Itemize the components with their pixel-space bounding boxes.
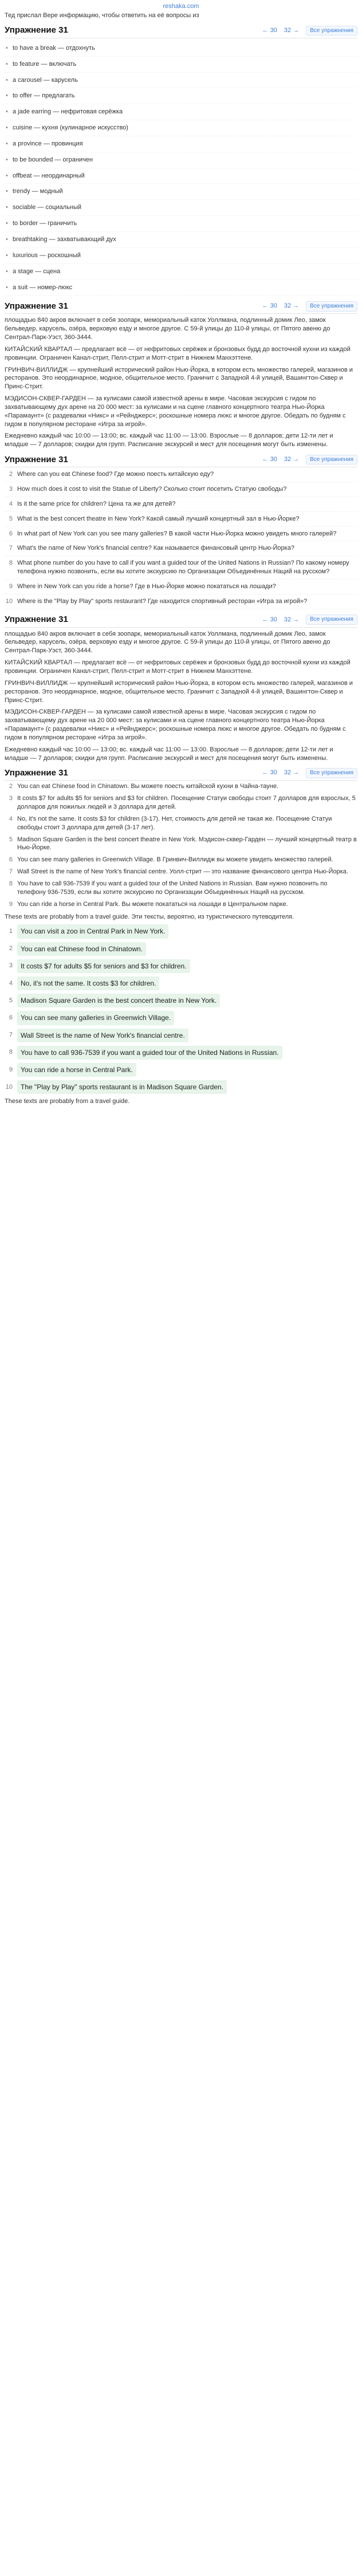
- highlight-item: 2 You can eat Chinese food in Chinatown.: [5, 942, 357, 956]
- prev-exercise-link[interactable]: ← 30: [262, 456, 277, 463]
- prev-exercise-link[interactable]: ← 30: [262, 302, 277, 310]
- answer-item: 9 You can ride a horse in Central Park. Вы можете покататься на лошади в Центральном парке.: [9, 900, 288, 908]
- paragraph: ГРИНВИЧ-ВИЛЛИДЖ — крупнейший исторический район Нью-Йорка, в котором есть множество галерей, магазинов и ресторанов. Это неординарное, модное, общительное место. Граничит с Западной 4-й улицей, Вашингтон-Сквер и Принс-Стрит.: [5, 679, 353, 704]
- exercise-nav: [262, 301, 357, 312]
- vocab-item: • a jade earring — нефритовая серёжка: [5, 104, 357, 120]
- vocab-item: • offbeat — неординарный: [5, 168, 357, 184]
- highlight-item: 8 You have to call 936-7539 if you want a guided tour of the United Nations in Russian.: [5, 1046, 357, 1059]
- exercise-title: Упражнение 31: [5, 301, 68, 311]
- answer-item: 7 Wall Street is the name of New York's financial centre. Уолл-стрит — это название финансового центра Нью-Йорка.: [9, 868, 348, 876]
- vocab-item: • cuisine — кухня (кулинарное искусство): [5, 120, 357, 136]
- highlight-item: 5 Madison Square Garden is the best concert theatre in New York.: [5, 994, 357, 1007]
- question-item: 8 What phone number do you have to call if you want a guided tour of the United Nations in Russian? По какому номеру телефона нужно позвонить, если вы хотите экскурсию по Организации Объединённых Наций на русском?: [5, 556, 357, 580]
- question-item: 4 Is it the same price for children? Цена та же для детей?: [5, 497, 357, 512]
- answer-item: 5 Madison Square Garden is the best concert theatre in New York. Мэдисон-сквер-Гарден — лучший концертный театр в Нью-Йорке.: [9, 836, 357, 852]
- next-exercise-link[interactable]: 32 →: [284, 456, 300, 463]
- highlight-item: 6 You can see many galleries in Greenwich Village.: [5, 1011, 357, 1025]
- vocab-item: • breathtaking — захватывающий дух: [5, 232, 357, 248]
- paragraph: МЭДИСОН-СКВЕР-ГАРДЕН — за кулисами самой известной арены в мире. Часовая экскурсия с гидом по захватывающему дух арене на 20 000 мест: за кулисами и на сцене главного концертного театра Нью-Йорка «Парамаунт» (с раздевалки «Никс» и «Рейнджерс»; роскошные номера люкс и многое другое. Обедать по будням с гидом в популярном ресторане «Игра за игрой».: [5, 708, 346, 741]
- exercise-title: Упражнение 31: [5, 25, 68, 36]
- all-exercises-button[interactable]: Все упражнения: [306, 26, 357, 36]
- exercise-header: [5, 299, 357, 314]
- next-exercise-link[interactable]: 32 →: [284, 616, 300, 623]
- paragraph: Ежедневно каждый час 10:00 — 13:00; вс. каждый час 11:00 — 13:00. Взрослые — 8 долларов; дети 12-ти лет и младше — 7 долларов; скидки для групп. Расписание экскурсий и мест для посещения могут быть изменены.: [5, 432, 333, 448]
- vocab-item: • a carousel — карусель: [5, 73, 357, 89]
- vocab-item: • a province — провинция: [5, 136, 357, 152]
- question-item: 3 How much does it cost to visit the Statue of Liberty? Сколько стоит посетить Статую свободы?: [5, 482, 357, 497]
- texts-note: These texts are probably from a travel guide. Эти тексты, вероятно, из туристического путеводителя.: [5, 913, 294, 920]
- intro-text: Тед прислал Вере информацию, чтобы ответить на её вопросы из: [5, 12, 199, 19]
- vocab-item: • to have a break — отдохнуть: [5, 41, 357, 57]
- paragraph: Ежедневно каждый час 10:00 — 13:00; вс. каждый час 11:00 — 13:00. Взрослые — 8 долларов; дети 12-ти лет и младше — 7 долларов; скидки для групп. Расписание экскурсий и мест для посещения могут быть изменены.: [5, 746, 333, 762]
- highlight-item: 7 Wall Street is the name of New York's financial centre.: [5, 1029, 357, 1042]
- question-item: 7 What's the name of New York's financial centre? Как называется финансовый центр Нью-Йорка?: [5, 541, 357, 556]
- vocab-item: • trendy — модный: [5, 184, 357, 200]
- answer-item: 8 You have to call 936-7539 if you want a guided tour of the United Nations in Russian. Вам нужно позвонить по телефону 936-7539, если вы хотите экскурсию по Организации Объединённых Наций на русском.: [9, 880, 328, 896]
- all-exercises-button[interactable]: Все упражнения: [306, 615, 357, 625]
- next-exercise-link[interactable]: 32 →: [284, 26, 300, 34]
- vocab-item: • a suit — номер-люкс: [5, 280, 357, 296]
- all-exercises-button[interactable]: Все упражнения: [306, 301, 357, 312]
- next-exercise-link[interactable]: 32 →: [284, 302, 300, 310]
- exercise-header: [5, 452, 357, 467]
- vocab-item: • to feature — включать: [5, 57, 357, 73]
- question-item: 5 What is the best concert theatre in New York? Какой самый лучший концертный зал в Нью-Йорке?: [5, 512, 357, 527]
- question-item: 9 Where in New York can you ride a horse? Где в Нью-Йорке можно покататься на лошади?: [5, 580, 357, 594]
- answer-item: 3 It costs $7 for adults $5 for seniors and $3 for children. Посещение Статуи свободы стоит 7 долларов для взрослых, 5 долларов для пожилых людей и 3 доллара для детей.: [9, 795, 356, 811]
- highlight-item: 1 You can visit a zoo in Central Park in New York.: [5, 924, 357, 938]
- answer-item: 4 No, it's not the same. It costs $3 for children (3-17). Нет, стоимость для детей не такая же. Посещение Статуи свободы стоит 3 доллара для детей (3-17 лет).: [9, 815, 332, 831]
- exercise-nav: [262, 455, 357, 465]
- exercise-title: Упражнение 31: [5, 614, 68, 624]
- highlight-list: [5, 924, 357, 1094]
- highlight-item: 9 You can ride a horse in Central Park.: [5, 1063, 357, 1077]
- highlight-item: 10 The "Play by Play" sports restaurant is in Madison Square Garden.: [5, 1080, 357, 1094]
- answer-item: 6 You can see many galleries in Greenwich Village. В Гринвич-Виллидж вы можете увидеть множество галерей.: [9, 856, 333, 864]
- answer-item: 2 You can eat Chinese food in Chinatown. Вы можете поесть китайской кухни в Чайна-тауне.: [9, 783, 279, 790]
- vocab-item: • to offer — предлагать: [5, 88, 357, 104]
- question-item: 2 Where can you eat Chinese food? Где можно поесть китайскую еду?: [5, 467, 357, 482]
- all-exercises-button[interactable]: Все упражнения: [306, 455, 357, 465]
- paragraph: КИТАЙСКИЙ КВАРТАЛ — предлагает всё — от нефритовых серёжек и бронзовых будд до восточной кухни из каждой провинции. Ограничен Канал-стрит, Пелл-стрит и Мотт-стрит в Нижнем Манхэттене.: [5, 659, 351, 675]
- question-item: 6 In what part of New York can you see many galleries? В какой части Нью-Йорка можно увидеть много галерей?: [5, 527, 357, 542]
- exercise-header: [5, 23, 357, 38]
- prev-exercise-link[interactable]: ← 30: [262, 616, 277, 623]
- exercise-title: Упражнение 31: [5, 454, 68, 464]
- site-logo[interactable]: reshaka.com: [163, 3, 199, 10]
- vocab-item: • a stage — сцена: [5, 264, 357, 280]
- footer-note: These texts are probably from a travel guide.: [5, 1098, 130, 1105]
- paragraph: площадью 840 акров включает в себя зоопарк, мемориальный каток Уоллмана, подлинный домик Лео, замок бельведер, карусель, озёра, верховую езду и многое другое. С 59-й улицы до 110-й улицы, от Пятого авеню до Сентрал-Парк-Уэст, 360-3444.: [5, 317, 330, 341]
- vocab-list: [5, 41, 357, 296]
- vocab-item: • to be bounded — ограничен: [5, 152, 357, 168]
- paragraph: МЭДИСОН-СКВЕР-ГАРДЕН — за кулисами самой известной арены в мире. Часовая экскурсия с гидом по захватывающему дух арене на 20 000 мест: за кулисами и на сцене главного концертного театра Нью-Йорка «Парамаунт» (с раздевалки «Никс» и «Рейнджерс»; роскошные номера люкс и многое другое. Обедать по будням с гидом в популярном ресторане «Игра за игрой».: [5, 395, 346, 428]
- prev-exercise-link[interactable]: ← 30: [262, 769, 277, 777]
- prev-exercise-link[interactable]: ← 30: [262, 26, 277, 34]
- paragraph: КИТАЙСКИЙ КВАРТАЛ — предлагает всё — от нефритовых серёжек и бронзовых будд до восточной кухни из каждой провинции. Ограничен Канал-стрит, Пелл-стрит и Мотт-стрит в Нижнем Манхэттене.: [5, 345, 351, 361]
- all-exercises-button[interactable]: Все упражнения: [306, 768, 357, 778]
- highlight-item: 3 It costs $7 for adults $5 for seniors and $3 for children.: [5, 959, 357, 973]
- vocab-item: • luxurious — роскошный: [5, 248, 357, 264]
- exercise-nav: [262, 615, 357, 625]
- exercise-header: [5, 766, 357, 781]
- answers-list: [5, 781, 357, 910]
- paragraph: площадью 840 акров включает в себя зоопарк, мемориальный каток Уоллмана, подлинный домик Лео, замок бельведер, карусель, озёра, верховую езду и многое другое. С 59-й улицы до 110-й улицы, от Пятого авеню до Сентрал-Парк-Уэст, 360-3444.: [5, 630, 330, 655]
- question-item: 10 Where is the "Play by Play" sports restaurant? Где находится спортивный ресторан «Игра за игрой»?: [5, 594, 357, 609]
- vocab-item: • sociable — социальный: [5, 200, 357, 216]
- paragraph: ГРИНВИЧ-ВИЛЛИДЖ — крупнейший исторический район Нью-Йорка, в котором есть множество галерей, магазинов и ресторанов. Это неординарное, модное, общительное место. Граничит с Западной 4-й улицей, Вашингтон-Сквер и Принс-Стрит.: [5, 366, 353, 391]
- highlight-item: 4 No, it's not the same. It costs $3 for children.: [5, 976, 357, 990]
- exercise-nav: [262, 768, 357, 778]
- next-exercise-link[interactable]: 32 →: [284, 769, 300, 777]
- exercise-header: [5, 613, 357, 628]
- vocab-item: • to border — граничить: [5, 216, 357, 232]
- exercise-nav: [262, 26, 357, 36]
- questions-list: [5, 467, 357, 609]
- exercise-title: Упражнение 31: [5, 767, 68, 778]
